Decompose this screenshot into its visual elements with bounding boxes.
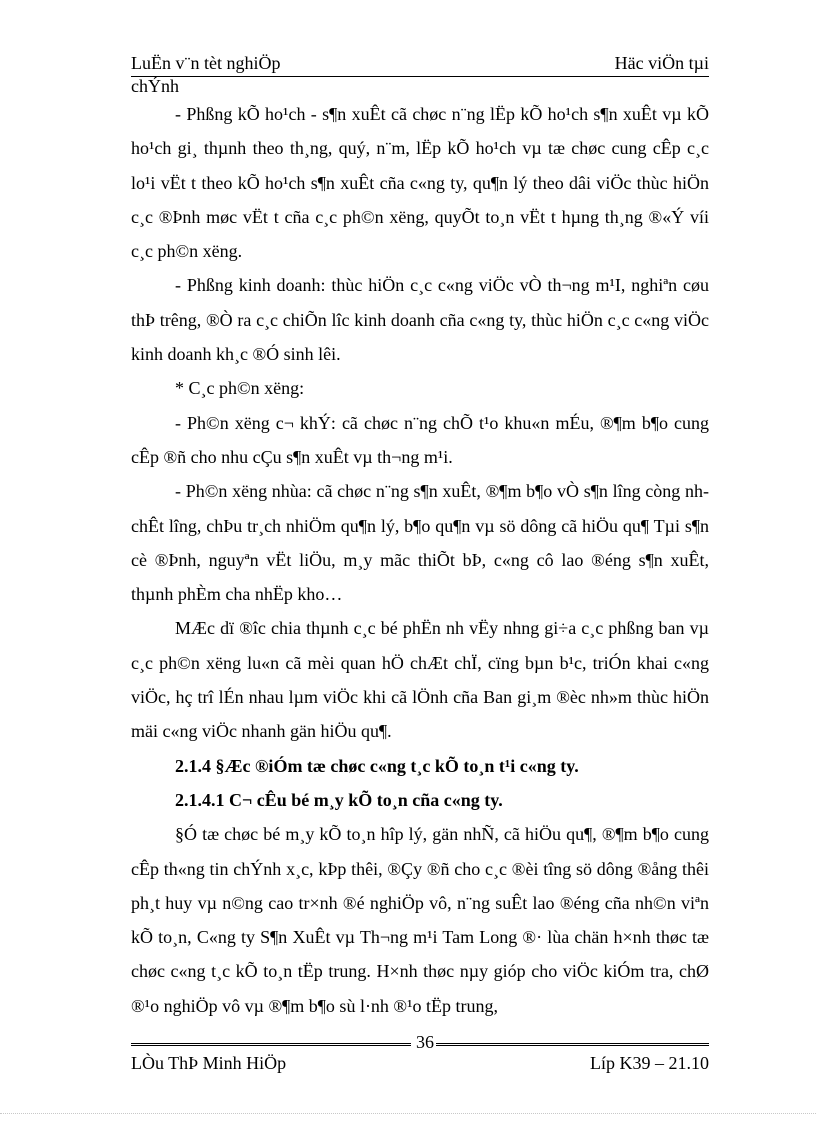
page-number: 36 bbox=[416, 1032, 434, 1052]
paragraph-business-dept: - Phßng kinh doanh: thùc hiÖn c¸c c«ng viÖc vÒ th¬ng m¹I, nghiªn cøu thÞ trêng, ®Ò ra c¸c chiÕn lîc kinh doanh cña c«ng ty, thùc hiÖn c¸c c«ng viÖc kinh doanh kh¸c ®Ó sinh lêi. bbox=[131, 275, 709, 365]
page-bottom-border bbox=[0, 1113, 816, 1114]
footer-rule-left bbox=[131, 1043, 411, 1046]
header-rule bbox=[131, 76, 709, 77]
footer-class: Líp K39 – 21.10 bbox=[590, 1053, 709, 1073]
header-right-text: Häc viÖn tµi bbox=[614, 53, 709, 73]
header-left-text: LuËn v¨n tèt nghiÖp bbox=[131, 53, 281, 73]
paragraph-plastic-workshop: - Ph©n xëng nhùa: cã chøc n¨ng s¶n xuÊt, ®¶m b¶o vÒ s¶n lîng còng nh chÊt lîng, chÞu tr¸ch nhiÖm qu¶n lý, b¶o qu¶n vµ sö dông cã hiÖu qu¶ Tµi s¶n cè ®Þnh, nguyªn vËt liÖu, m¸y mãc thiÕt bÞ, c«ng cô lao ®éng s¶n xuÊt, thµnh phÈm cha nhËp kho… bbox=[131, 481, 709, 605]
section-heading-2-1-4: 2.1.4 §Æc ®iÓm tæ chøc c«ng t¸c kÕ to¸n t¹i c«ng ty. bbox=[175, 755, 579, 776]
paragraph-mechanical-workshop: - Ph©n xëng c¬ khÝ: cã chøc n¨ng chÕ t¹o khu«n mÉu, ®¶m b¶o cung cÊp ®ñ cho nhu cÇu s¶n xuÊt vµ th¬ng m¹i. bbox=[131, 412, 709, 467]
paragraph-accounting-structure: §Ó tæ chøc bé m¸y kÕ to¸n hîp lý, gän nhÑ, cã hiÖu qu¶, ®¶m b¶o cung cÊp th«ng tin chÝnh x¸c, kÞp thêi, ®Çy ®ñ cho c¸c ®èi tîng sö dông ®ång thêi ph¸t huy vµ n©ng cao tr×nh ®é nghiÖp vô, n¨ng suÊt lao ®éng cña nh©n viªn kÕ to¸n, C«ng ty S¶n XuÊt vµ Th¬ng m¹i Tam Long ®· lùa chän h×nh thøc tæ chøc c«ng t¸c kÕ to¸n tËp trung. H×nh thøc nµy gióp cho viÖc kiÓm tra, chØ ®¹o nghiÖp vô vµ ®¶m b¶o sù l·nh ®¹o tËp trung, bbox=[131, 824, 709, 1016]
footer-rule-right bbox=[436, 1043, 709, 1046]
footer-author: LÒu ThÞ Minh HiÖp bbox=[131, 1053, 287, 1073]
page-header bbox=[131, 52, 709, 74]
page-footer bbox=[131, 1052, 709, 1074]
paragraph-workshops-heading: * C¸c ph©n xëng: bbox=[175, 378, 305, 399]
section-heading-2-1-4-1: 2.1.4.1 C¬ cÊu bé m¸y kÕ to¸n cña c«ng ty. bbox=[175, 789, 503, 810]
paragraph-coordination: MÆc dï ®îc chia thµnh c¸c bé phËn nh vËy nhng gi÷a c¸c phßng ban vµ c¸c ph©n xëng lu«n cã mèi quan hÖ chÆt chÏ, cïng bµn b¹c, triÓn khai c«ng viÖc, hç trî lÉn nhau lµm viÖc khi cã lÖnh cña Ban gi¸m ®èc nh»m thùc hiÖn mäi c«ng viÖc nhanh gän hiÖu qu¶. bbox=[131, 618, 709, 742]
paragraph-planning-dept: - Phßng kÕ ho¹ch - s¶n xuÊt cã chøc n¨ng lËp kÕ ho¹ch s¶n xuÊt vµ kÕ ho¹ch gi¸ thµnh theo th¸ng, quý, n¨m, lËp kÕ ho¹ch vµ tæ chøc cung cÊp c¸c lo¹i vËt t theo kÕ ho¹ch s¶n xuÊt cña c«ng ty, qu¶n lý theo dâi viÖc thùc hiÖn c¸c ®Þnh møc vËt t cña c¸c ph©n xëng, quyÕt to¸n vËt t hµng th¸ng ®«Ý víi c¸c ph©n xëng. bbox=[131, 104, 709, 262]
document-body bbox=[131, 97, 709, 1023]
header-continuation: chÝnh bbox=[131, 76, 179, 96]
